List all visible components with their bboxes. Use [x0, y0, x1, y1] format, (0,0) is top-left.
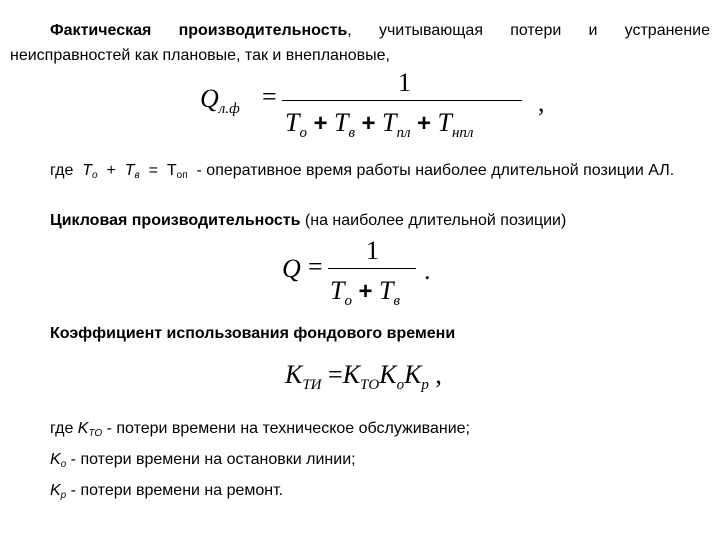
formula1-numerator: 1	[398, 68, 411, 97]
definition-kto: где $K_{ТО}$ - потери времени на техническое обслуживание;	[50, 420, 470, 439]
definition-kr: $K_р$ - потери времени на ремонт.	[50, 482, 284, 501]
formula1-comma: ,	[538, 88, 545, 117]
coefficient-heading: Коэффициент использования фондового времени	[50, 325, 456, 342]
formula1-fraction-bar	[282, 100, 522, 101]
formula2-eq: =	[308, 252, 323, 281]
actual-productivity-term: Фактическая производительность	[50, 22, 348, 39]
where-operating-time: где $T_о + T_в = Т_{оп}$ - оперативное время работы наиболее длительной позиции АЛ.	[50, 162, 675, 181]
formula2-fraction-bar	[328, 268, 416, 269]
intro-paragraph	[10, 18, 710, 68]
formula-coefficient: $K_{ТИ} =K_{ТО}K_оK_р$ ,	[285, 360, 442, 393]
formula2-numerator: 1	[366, 236, 379, 265]
formula2-lhs: Q	[282, 254, 301, 283]
formula1-denominator: $T_о + T_в + T_{пл} + T_{нпл}$	[285, 108, 474, 141]
formula1-eq: =	[262, 82, 277, 111]
definition-ko: $K_о$ - потери времени на остановки линии;	[50, 451, 356, 470]
formula2-period: .	[424, 256, 431, 285]
cycle-productivity-heading: Цикловая производительность (на наиболее длительной позиции)	[50, 212, 567, 229]
formula1-lhs: $Q_{л.ф}$	[200, 84, 240, 117]
formula2-denominator: $T_о + T_в$	[330, 276, 400, 309]
intro-text: , учитывающая потери и устранение неисправностей как плановые, так и внеплановые,	[10, 22, 710, 64]
